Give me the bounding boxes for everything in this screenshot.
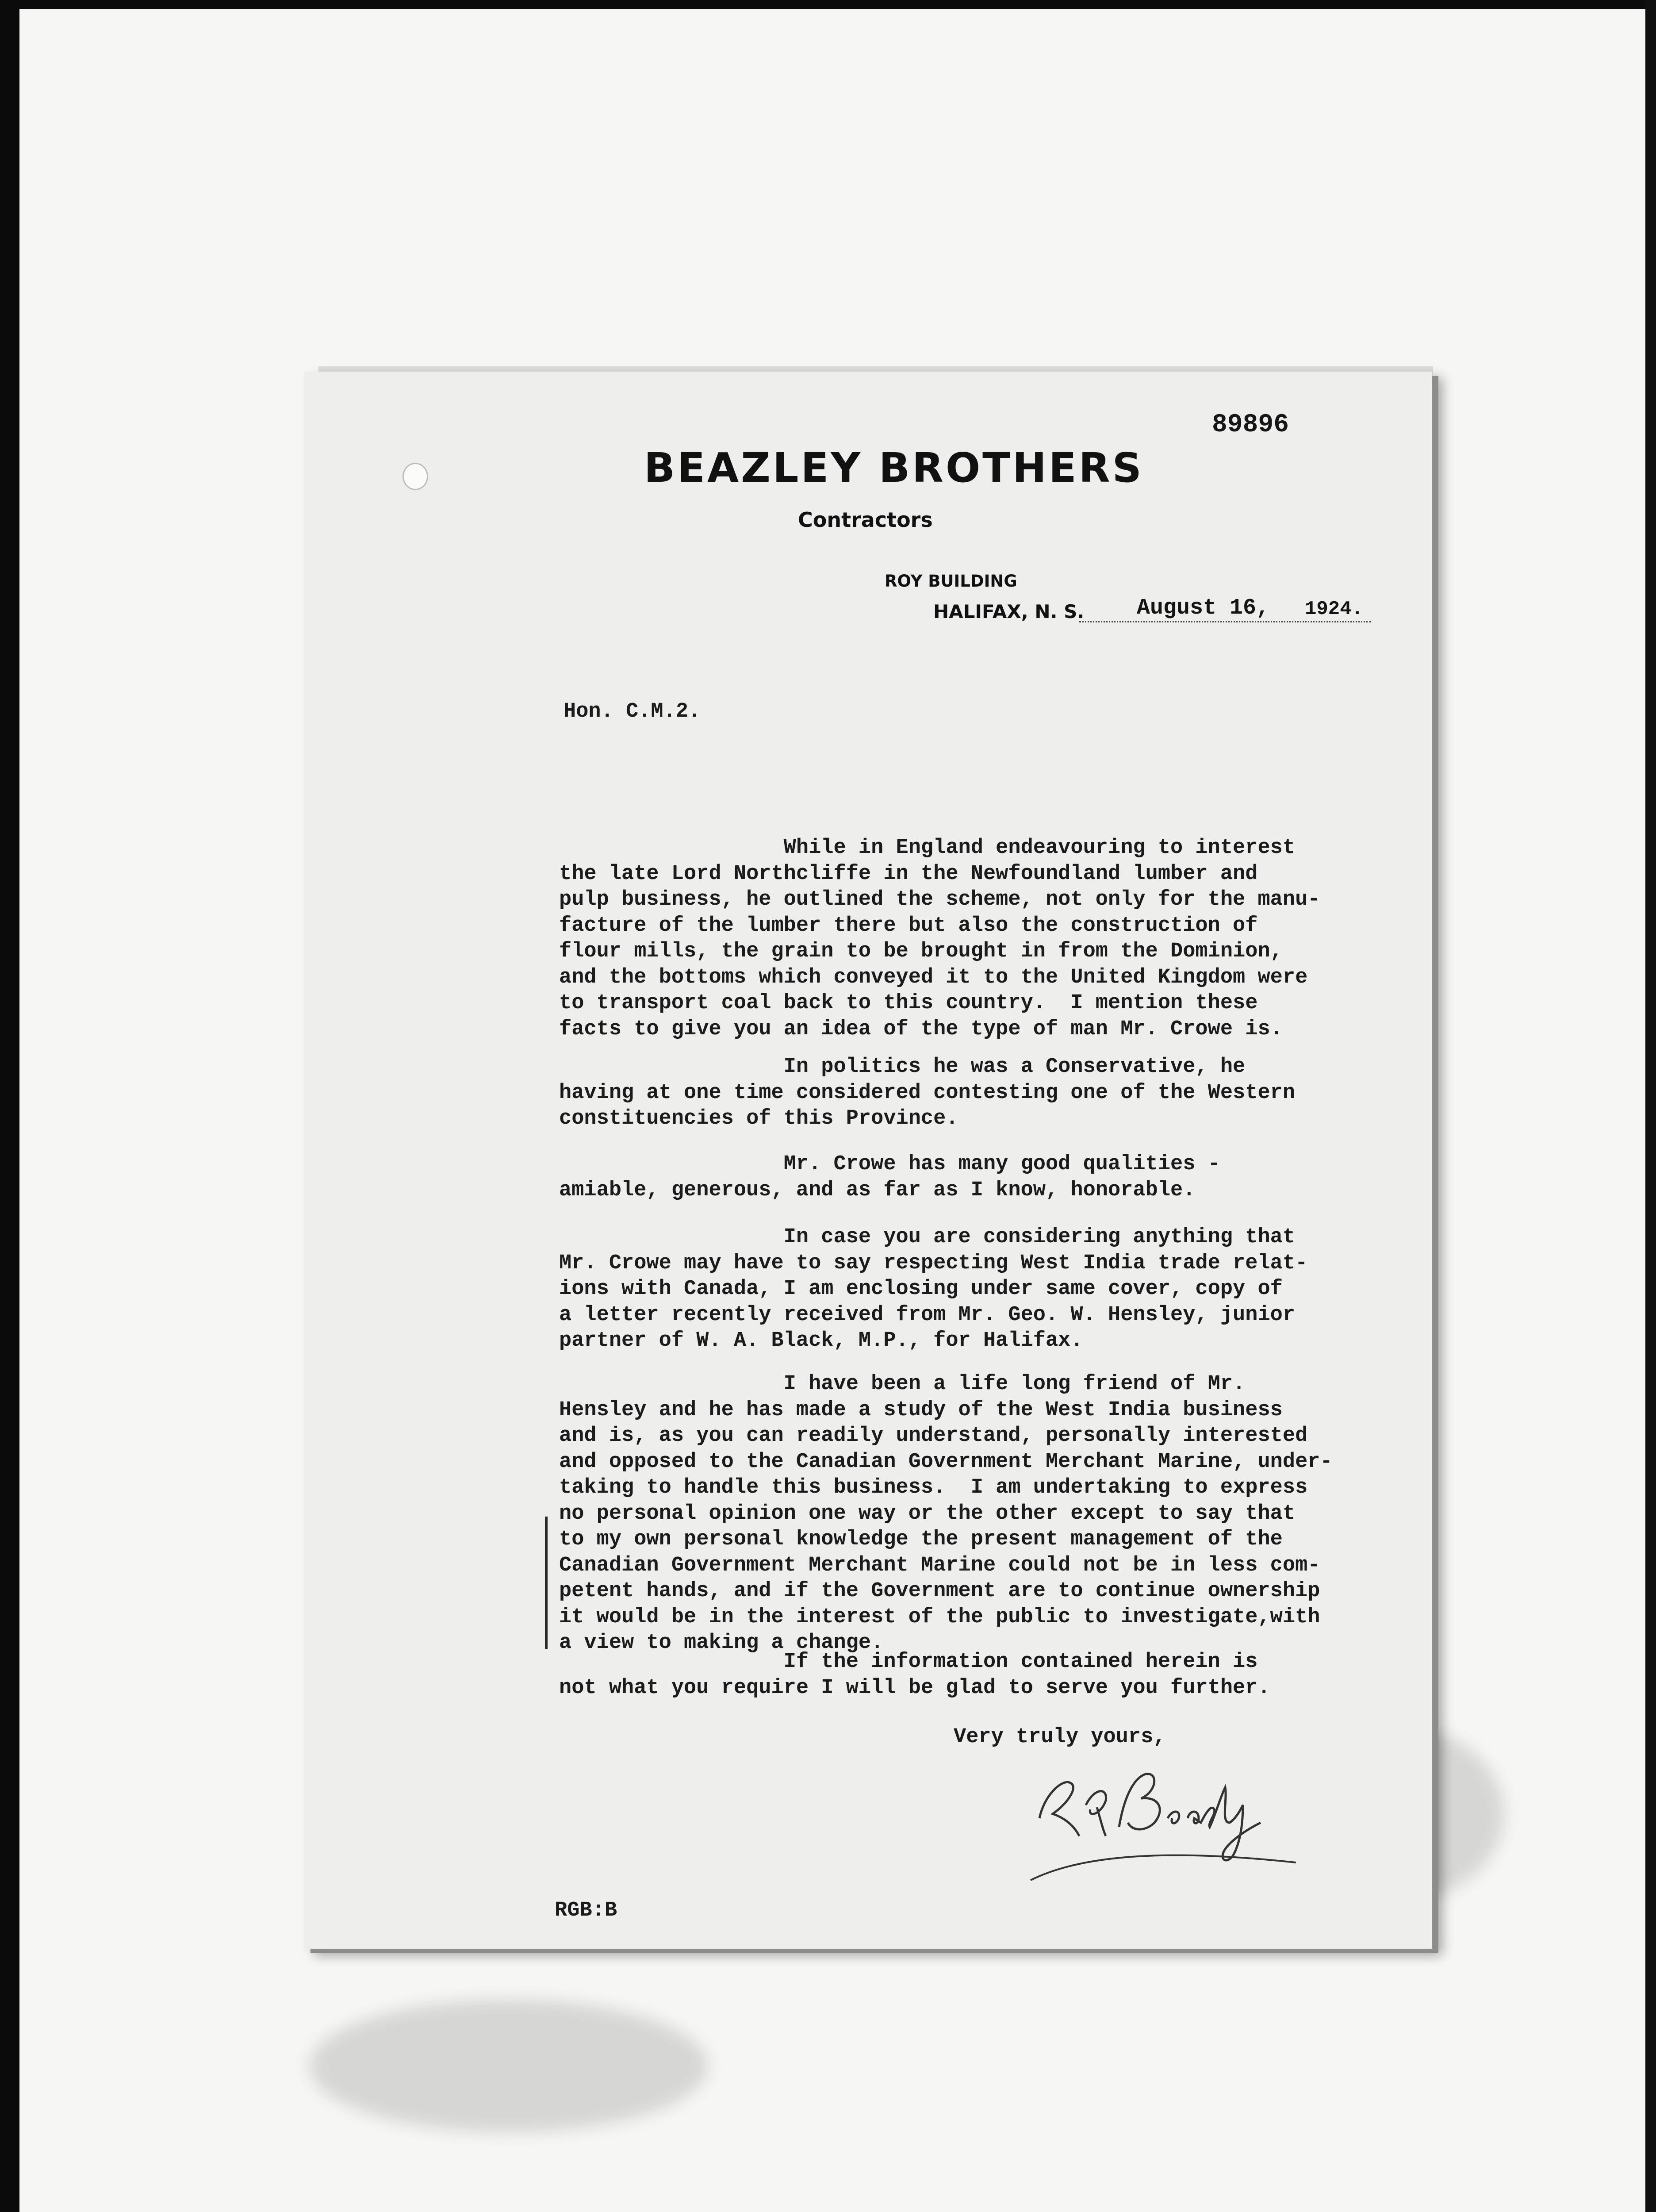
- closing: Very truly yours,: [954, 1725, 1166, 1749]
- letterhead-subtitle: Contractors: [798, 508, 933, 532]
- paragraph-1: While in England endeavouring to interest the late Lord Northcliffe in the Newfoundland lumber and pulp business, he outlined the scheme, not only for the manu- facture of the lumber there but also the construction of flour mills, the grain to be brought in from the Dominion, and the bottoms which conveyed it to the United Kingdom were to transport coal back to this country. I mention these facts to give you an idea of the type of man Mr. Crowe is.: [559, 836, 1320, 1041]
- letterhead-company: BEAZLEY BROTHERS: [644, 444, 1144, 492]
- letter-year: 1924.: [1305, 598, 1364, 620]
- date-rule: [1079, 621, 1371, 622]
- paragraph-3: Mr. Crowe has many good qualities - amiable, generous, and as far as I know, honorable.: [559, 1152, 1220, 1202]
- paragraph-4: In case you are considering anything that Mr. Crowe may have to say respecting West India trade relat- ions with Canada, I am enclosing under same cover, copy of a letter recently received from Mr. Geo. W. Hensley, junior partner of W. A. Black, M.P., for Halifax.: [559, 1225, 1308, 1352]
- film-edge: [1645, 0, 1656, 2212]
- typist-initials: RGB:B: [555, 1899, 617, 1922]
- shadow-smudge: [310, 2000, 708, 2132]
- paragraph-2: In politics he was a Conservative, he having at one time considered contesting one of the Western constituencies of this Province.: [559, 1055, 1296, 1130]
- salutation: Hon. C.M.2.: [564, 700, 701, 723]
- letterhead-city: HALIFAX, N. S.: [933, 601, 1085, 622]
- punch-hole: [402, 463, 428, 490]
- margin-mark: [545, 1517, 548, 1649]
- letterhead-building: ROY BUILDING: [885, 572, 1017, 591]
- letter-date: August 16,: [1137, 595, 1270, 621]
- paragraph-5: I have been a life long friend of Mr. Hensley and he has made a study of the West India business and is, as you can readily understand, personally interested and opposed to the Canadian Government Merchant Marine, under- taking to handle this business. I am undertaking to express no personal opinion one way or the other except to say that to my own personal knowledge the present management of the Canadian Government Merchant Marine could not be in less com- petent hands, and if the Government are to continue ownership it would be in the interest of the public to investigate,with a view to making a change.: [559, 1372, 1333, 1655]
- paragraph-6: If the information contained herein is not what you require I will be glad to serve you further.: [559, 1650, 1270, 1700]
- document-number: 89896: [1212, 411, 1289, 439]
- handwritten-signature: [1013, 1752, 1305, 1902]
